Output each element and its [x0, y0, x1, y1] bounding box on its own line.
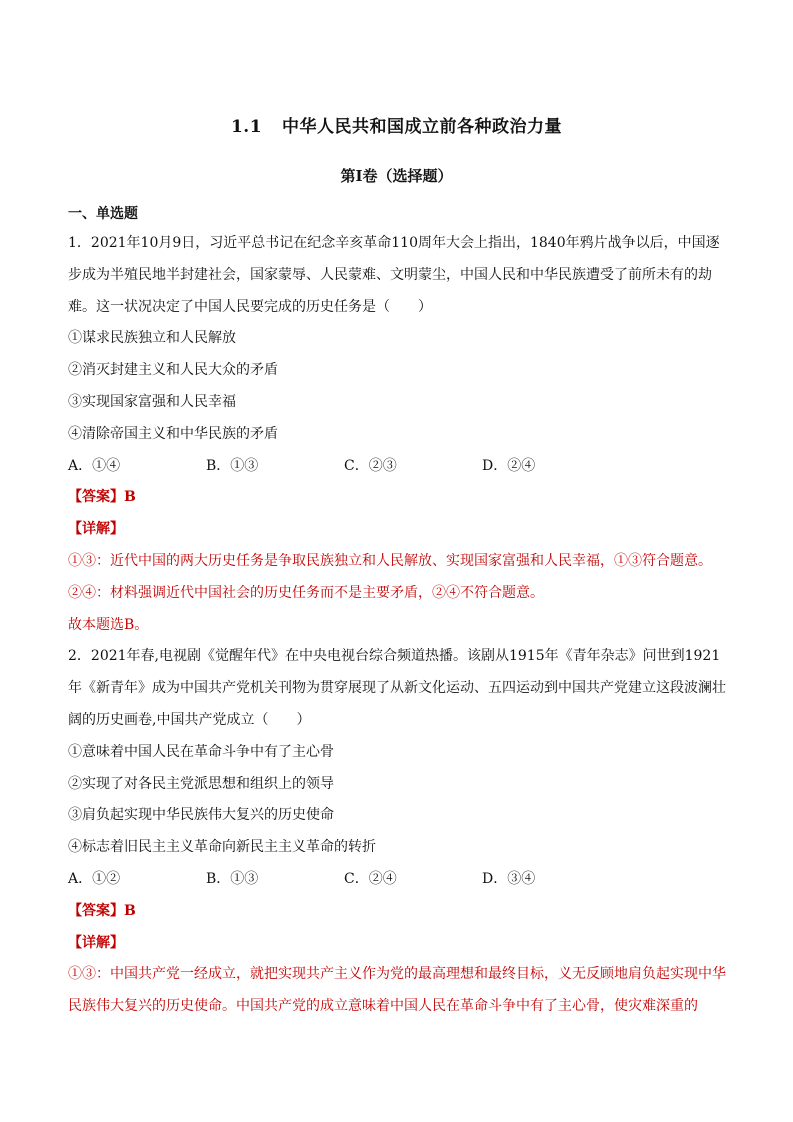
question-1-item: ②消灭封建主义和人民大众的矛盾 [68, 362, 278, 379]
question-1-stem: 1．2021年10月9日，习近平总书记在纪念辛亥革命110周年大会上指出，1840年鸦片战争以后，中国逐步成为半殖民地半封建社会，国家蒙辱、人民蒙难、文明蒙尘，中国人民和中华民族遭受了前所未有的劫难。这一状况决定了中国人民要完成的历史任务是（ ） [68, 235, 720, 315]
question-1-options [68, 451, 728, 483]
option-a: A．①② [68, 870, 121, 887]
question-1-item: ①谋求民族独立和人民解放 [68, 330, 236, 347]
question-1-item: ④清除帝国主义和中华民族的矛盾 [68, 425, 278, 442]
question-1-detail-label: 【详解】 [68, 521, 124, 538]
question-2-options [68, 864, 728, 896]
question-2-answer: 【答案】B [68, 902, 136, 919]
option-a: A．①④ [68, 457, 121, 474]
question-2-item: ④标志着旧民主主义革命向新民主主义革命的转折 [68, 839, 376, 856]
option-b: B．①③ [206, 457, 259, 474]
title-number: 1.1 [230, 117, 263, 137]
title-text: 中华人民共和国成立前各种政治力量 [282, 117, 563, 137]
question-1-conclusion: 故本题选B。 [68, 616, 149, 633]
question-2-stem: 2．2021年春,电视剧《觉醒年代》在中央电视台综合频道热播。该剧从1915年《青年杂志》问世到1921年《新青年》成为中国共产党机关刊物为贯穿展现了从新文化运动、五四运动到中国共产党建立这段波澜壮阔的历史画卷,中国共产党成立（ ） [68, 648, 726, 728]
question-2-detail-label: 【详解】 [68, 934, 124, 951]
question-1-answer: 【答案】B [68, 489, 136, 506]
page-title [0, 112, 793, 137]
question-1-item: ③实现国家富强和人民幸福 [68, 393, 236, 410]
section-heading: 一、单选题 [68, 206, 138, 222]
questions-content [68, 228, 728, 1023]
question-2-item: ①意味着中国人民在革命斗争中有了主心骨 [68, 743, 334, 760]
question-2-explanation: ①③：中国共产党一经成立，就把实现共产主义作为党的最高理想和最终目标，义无反顾地肩负起实现中华民族伟大复兴的历史使命。中国共产党的成立意味着中国人民在革命斗争中有了主心骨，使灾难深重的 [68, 966, 726, 1015]
volume-heading: 第I卷（选择题） [340, 167, 453, 185]
question-2-item: ②实现了对各民主党派思想和组织上的领导 [68, 775, 334, 792]
question-2-item: ③肩负起实现中华民族伟大复兴的历史使命 [68, 807, 334, 824]
option-d: D．②④ [482, 457, 536, 474]
option-c: C．②④ [344, 870, 397, 887]
option-d: D．③④ [482, 870, 536, 887]
question-1-explanation: ②④：材料强调近代中国社会的历史任务而不是主要矛盾，②④不符合题意。 [68, 584, 544, 601]
option-c: C．②③ [344, 457, 397, 474]
question-1-explanation: ①③：近代中国的两大历史任务是争取民族独立和人民解放、实现国家富强和人民幸福，①③符合题意。 [68, 552, 712, 569]
option-b: B．①③ [206, 870, 259, 887]
